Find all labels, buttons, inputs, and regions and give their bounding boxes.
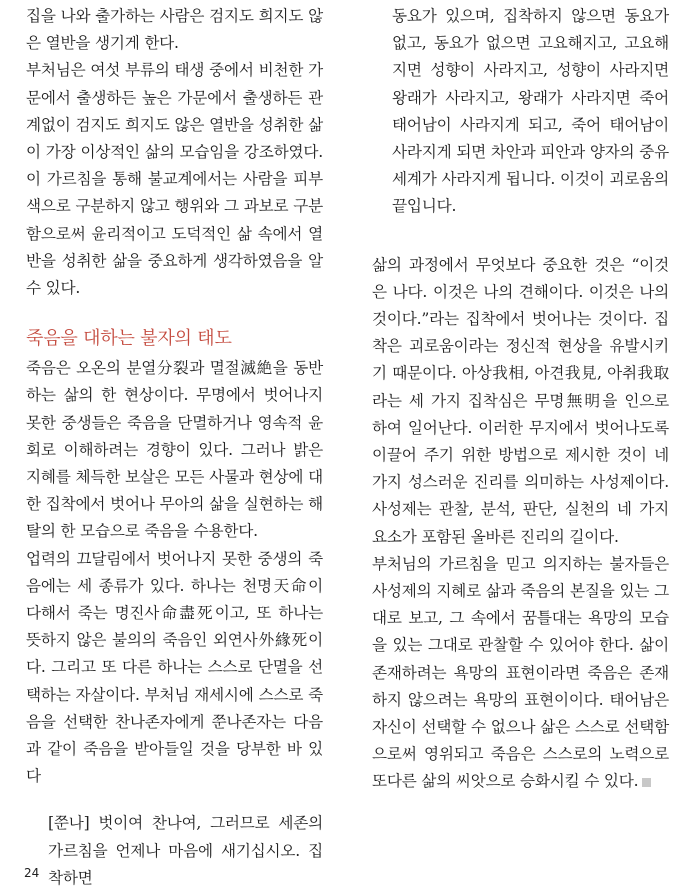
quote-block: [쭌나] 벗이여 찬나여, 그러므로 세존의 가르침을 언제나 마음에 새기십시오. 집착하면 [48,814,323,887]
paragraph-attachment: 삶의 과정에서 무엇보다 중요한 것은 “이것은 나다. 이것은 나의 견해이다. 이것은 나의 것이다.”라는 집착에서 벗어나는 것이다. 집착은 괴로움이라는 정신적 현상을 유발시키기 때문이다. 아상我相, 아견我見, 아취我取라는 세 가지 집착심은 무명無明을 인으로 하여 일어난다. 이러한 무지에서 벗어나도록 이끌어 주기 위한 방법으로 제시한 것이 네 가지 성스러운 진리를 의미하는 사성제이다. 사성제는 관찰, 분석, 판단, 실천의 네 가지 요소가 포함된 올바른 진리의 길이다. [372,255,669,546]
paragraph-death-phenomenon: 죽음은 오온의 분열分裂과 멸절滅絶을 동반하는 삶의 한 현상이다. 무명에서 벗어나지 못한 중생들은 죽음을 단멸하거나 영속적 윤회로 이해하려는 경향이 있다. 그러나 밝은 지혜를 체득한 보살은 모든 사물과 현상에 대한 집착에서 벗어나 무아의 삶을 실현하는 해탈의 한 모습으로 죽음을 수용한다. [26,359,323,541]
page-number: 24 [24,866,40,880]
paragraph-buddhist-wisdom [372,551,669,796]
section-heading: 죽음을 대하는 불자의 태도 [26,328,232,350]
quote-continuation: 동요가 있으며, 집착하지 않으면 동요가 없고, 동요가 없으면 고요해지고, 고요해지면 성향이 사라지고, 성향이 사라지면 왕래가 사라지고, 왕래가 사라지면 죽어 태어남이 사라지게 되고, 죽어 태어남이 사라지게 되면 차안과 피안과 양자의 중유세계가 사라지게 됩니다. 이것이 괴로움의 끝입니다. [392,7,669,216]
paragraph-ideal-life: 부처님은 여섯 부류의 태생 중에서 비천한 가문에서 출생하든 높은 가문에서 출생하든 관계없이 검지도 희지도 않은 열반을 성취한 삶이 가장 이상적인 삶의 모습임을 강조하였다. 이 가르침을 통해 불교계에서는 사람을 피부색으로 구분하지 않고 행위와 그 과보로 구분함으로써 윤리적이고 도덕적인 삶 속에서 열반을 성취한 삶을 중요하게 생각하였음을 알 수 있다. [26,61,323,298]
paragraph-buddhist-wisdom-text: 부처님의 가르침을 믿고 의지하는 불자들은 사성제의 지혜로 삶과 죽음의 본질을 있는 그대로 보고, 그 속에서 꿈틀대는 욕망의 모습을 있는 그대로 관찰할 수 있어야 한다. 삶이 존재하려는 욕망의 표현이라면 죽음은 존재하지 않으려는 욕망의 표현이이다. 태어남은 자신이 선택할 수 없으나 삶은 스스로 선택함으로써 영위되고 죽음은 스스로의 노력으로 또다른 삶의 씨앗으로 승화시킬 수 있다. [372,554,669,791]
end-mark-icon [642,778,651,787]
right-column [372,0,669,796]
left-column [26,0,323,892]
paragraph-three-deaths: 업력의 끄달림에서 벗어나지 못한 중생의 죽음에는 세 종류가 있다. 하나는 천명天命이 다해서 죽는 명진사命盡死이고, 또 하나는 뜻하지 않은 불의의 죽음인 외연사外緣死이다. 그리고 또 다른 하나는 스스로 단멸을 선택하는 자살이다. 부처님 재세시에 스스로 죽음을 선택한 찬나존자에게 쭌나존자는 다음과 같이 죽음을 받아들일 것을 당부한 바 있다 [26,549,323,786]
paragraph-nirvana-cont: 집을 나와 출가하는 사람은 검지도 희지도 않은 열반을 생기게 한다. [26,7,323,53]
